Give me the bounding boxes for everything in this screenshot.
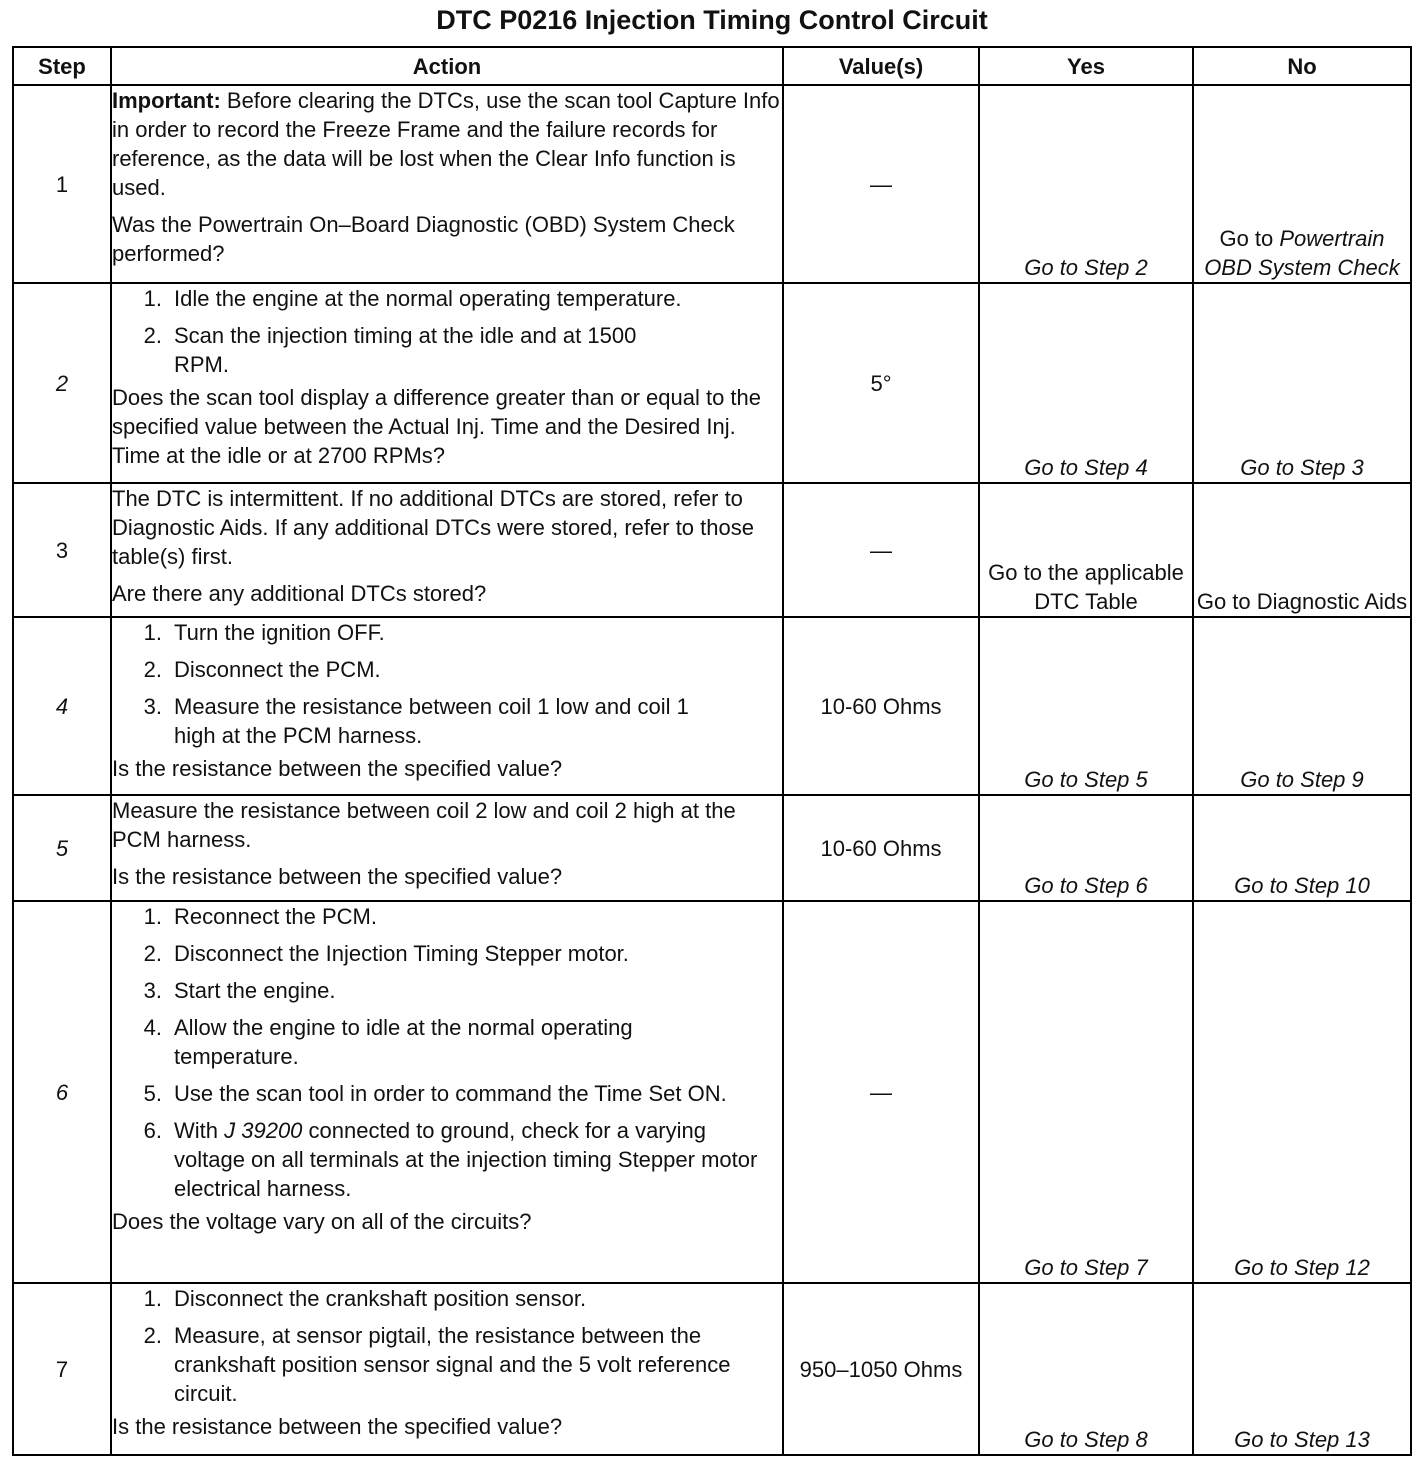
list-item: 5. Use the scan tool in order to command the Time Set ON. xyxy=(143,1081,727,1106)
list-item: 6. With J 39200 connected to ground, check for a varying voltage on all terminals at the injection timing Stepper motor electrical harness. xyxy=(143,1118,758,1201)
no-link[interactable]: Go to Step 13 xyxy=(1234,1427,1370,1452)
yes-link[interactable]: Go to Step 8 xyxy=(1024,1427,1148,1452)
no-cell xyxy=(1193,85,1411,283)
action-cell xyxy=(111,283,783,483)
action-cell xyxy=(111,483,783,617)
action-cell xyxy=(111,795,783,901)
no-cell xyxy=(1193,795,1411,901)
yes-link[interactable]: Go to Step 6 xyxy=(1024,873,1148,898)
yes-cell xyxy=(979,283,1193,483)
action-cell xyxy=(111,1283,783,1455)
step-number: 3 xyxy=(13,483,111,617)
no-cell xyxy=(1193,1283,1411,1455)
step-number: 5 xyxy=(13,795,111,901)
value-cell: 950–1050 Ohms xyxy=(783,1283,979,1455)
yes-cell xyxy=(979,1283,1193,1455)
important-note xyxy=(112,86,782,202)
action-cell xyxy=(111,901,783,1283)
no-link[interactable]: Powertrain OBD System Check xyxy=(1204,226,1400,280)
list-item: 4. Allow the engine to idle at the normal operating temperature. xyxy=(143,1015,633,1069)
list-item: 1. Reconnect the PCM. xyxy=(143,904,377,929)
important-text: Before clearing the DTCs, use the scan tool Capture Info in order to record the Freeze Frame and the failure records for reference, as the data will be lost when the Clear Info function is used. xyxy=(112,88,780,200)
no-cell xyxy=(1193,901,1411,1283)
no-cell xyxy=(1193,283,1411,483)
step-number: 7 xyxy=(13,1283,111,1455)
list-item: 1. Idle the engine at the normal operating temperature. xyxy=(143,286,682,311)
diagnostic-table xyxy=(12,46,1412,1456)
yes-cell xyxy=(979,617,1193,795)
step-number: 2 xyxy=(13,283,111,483)
action-question: Does the scan tool display a difference greater than or equal to the specified value between the Actual Inj. Time and the Desired Inj. Time at the idle or at 2700 RPMs? xyxy=(112,385,762,468)
yes-cell xyxy=(979,901,1193,1283)
list-item: 3. Start the engine. xyxy=(143,978,336,1003)
table-header-row xyxy=(13,47,1411,85)
value-cell: 10-60 Ohms xyxy=(783,795,979,901)
yes-link[interactable]: Go to Step 5 xyxy=(1024,767,1148,792)
action-question: Was the Powertrain On–Board Diagnostic (OBD) System Check performed? xyxy=(112,212,735,266)
table-row xyxy=(13,85,1411,283)
header-action: Action xyxy=(111,47,783,85)
no-cell xyxy=(1193,617,1411,795)
value-cell: — xyxy=(783,85,979,283)
page-title: DTC P0216 Injection Timing Control Circuit xyxy=(436,5,988,35)
value-cell: 5° xyxy=(783,283,979,483)
action-question: Is the resistance between the specified value? xyxy=(112,756,563,781)
yes-cell xyxy=(979,85,1193,283)
list-item: 2. Disconnect the Injection Timing Stepper motor. xyxy=(143,941,629,966)
list-item: 2. Disconnect the PCM. xyxy=(143,657,381,682)
list-item: 3. Measure the resistance between coil 1 low and coil 1 high at the PCM harness. xyxy=(143,694,689,748)
step-number: 6 xyxy=(13,901,111,1283)
yes-link[interactable]: Go to Step 7 xyxy=(1024,1255,1148,1280)
action-question: Is the resistance between the specified value? xyxy=(112,864,563,889)
header-values: Value(s) xyxy=(783,47,979,85)
list-item: 2. Scan the injection timing at the idle and at 1500 RPM. xyxy=(143,323,637,377)
no-link[interactable]: Go to Step 3 xyxy=(1240,455,1364,480)
list-item: 1. Disconnect the crankshaft position sensor. xyxy=(143,1286,587,1311)
no-cell xyxy=(1193,483,1411,617)
value-cell: — xyxy=(783,901,979,1283)
action-question: Is the resistance between the specified value? xyxy=(112,1414,563,1439)
yes-link[interactable]: Go to the applicable DTC Table xyxy=(988,560,1184,614)
no-link[interactable]: Go to Step 9 xyxy=(1240,767,1364,792)
action-text: Measure the resistance between coil 2 low and coil 2 high at the PCM harness. xyxy=(112,798,736,852)
header-yes: Yes xyxy=(979,47,1193,85)
table-row xyxy=(13,283,1411,483)
action-question: Are there any additional DTCs stored? xyxy=(112,581,487,606)
yes-cell xyxy=(979,795,1193,901)
value-cell: — xyxy=(783,483,979,617)
list-item: 1. Turn the ignition OFF. xyxy=(143,620,385,645)
yes-link[interactable]: Go to Step 4 xyxy=(1024,455,1148,480)
action-text: The DTC is intermittent. If no additional DTCs are stored, refer to Diagnostic Aids. If any additional DTCs were stored, refer to those table(s) first. xyxy=(112,486,754,569)
list-item: 2. Measure, at sensor pigtail, the resistance between the crankshaft position sensor signal and the 5 volt reference circuit. xyxy=(143,1323,731,1406)
header-step: Step xyxy=(13,47,111,85)
table-row xyxy=(13,617,1411,795)
action-question: Does the voltage vary on all of the circuits? xyxy=(112,1209,532,1234)
table-row xyxy=(13,795,1411,901)
step-number: 4 xyxy=(13,617,111,795)
no-link[interactable]: Go to Diagnostic Aids xyxy=(1196,589,1408,614)
no-prefix: Go to xyxy=(1219,226,1280,251)
header-no: No xyxy=(1193,47,1411,85)
table-row xyxy=(13,901,1411,1283)
value-cell: 10-60 Ohms xyxy=(783,617,979,795)
tool-reference: J 39200 xyxy=(224,1118,303,1143)
action-cell xyxy=(111,617,783,795)
table-row xyxy=(13,483,1411,617)
step-number: 1 xyxy=(13,85,111,283)
table-row xyxy=(13,1283,1411,1455)
yes-cell xyxy=(979,483,1193,617)
yes-link[interactable]: Go to Step 2 xyxy=(1024,255,1148,280)
important-label: Important: xyxy=(112,88,221,113)
no-link[interactable]: Go to Step 10 xyxy=(1234,873,1370,898)
no-link[interactable]: Go to Step 12 xyxy=(1234,1255,1370,1280)
action-cell xyxy=(111,85,783,283)
